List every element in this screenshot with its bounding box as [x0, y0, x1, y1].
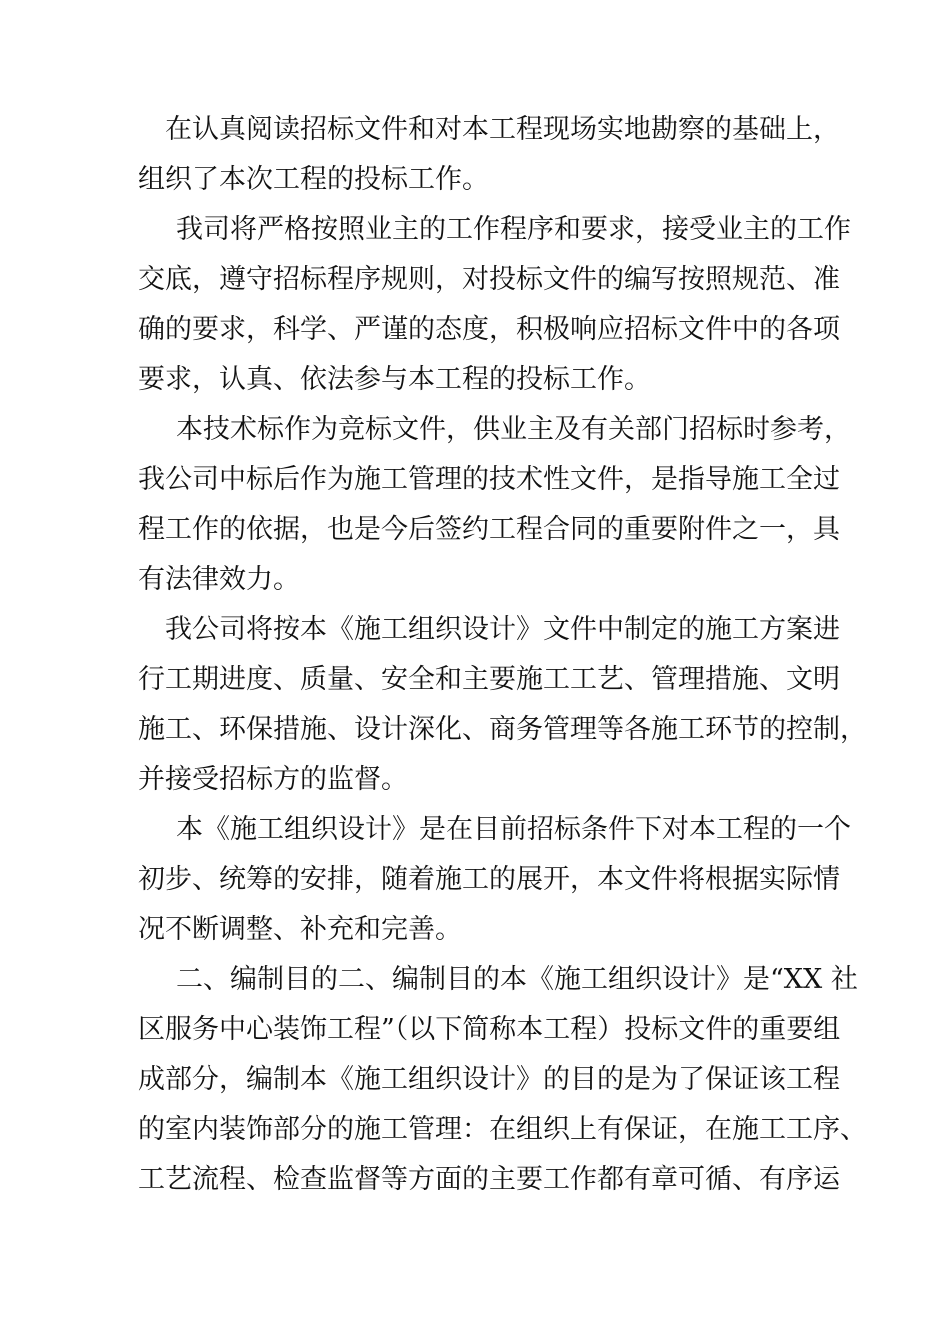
paragraph-1-line-1: 在认真阅读招标文件和对本工程现场实地勘察的基础上，	[165, 114, 840, 145]
paragraph-4-line-2: 行工期进度、质量、安全和主要施工工艺、管理措施、文明	[138, 664, 840, 695]
paragraph-3-line-1: 本技术标作为竞标文件，供业主及有关部门招标时参考，	[176, 414, 851, 445]
paragraph-2-line-4: 要求，认真、依法参与本工程的投标工作。	[138, 364, 651, 395]
paragraph-2-line-3: 确的要求，科学、严谨的态度，积极响应招标文件中的各项	[138, 314, 840, 345]
paragraph-2-line-1: 我司将严格按照业主的工作程序和要求，接受业主的工作	[176, 214, 851, 245]
paragraph-6-line-2: 区服务中心装饰工程”（以下简称本工程）投标文件的重要组	[138, 1014, 841, 1045]
paragraph-3-line-4: 有法律效力。	[138, 564, 300, 595]
paragraph-5-line-2: 初步、统筹的安排，随着施工的展开，本文件将根据实际情	[138, 864, 840, 895]
paragraph-5-line-1: 本《施工组织设计》是在目前招标条件下对本工程的一个	[176, 814, 851, 845]
paragraph-1-line-2: 组织了本次工程的投标工作。	[138, 164, 489, 195]
paragraph-6-line-5: 工艺流程、检查监督等方面的主要工作都有章可循、有序运	[138, 1164, 840, 1195]
paragraph-4-line-1: 我公司将按本《施工组织设计》文件中制定的施工方案进	[165, 614, 840, 645]
paragraph-6-line-4: 的室内装饰部分的施工管理：在组织上有保证，在施工工序、	[138, 1114, 867, 1145]
paragraph-3-line-3: 程工作的依据，也是今后签约工程合同的重要附件之一，具	[138, 514, 840, 545]
paragraph-6-line-1: 二、编制目的二、编制目的本《施工组织设计》是“XX 社	[176, 964, 858, 995]
paragraph-3-line-2: 我公司中标后作为施工管理的技术性文件，是指导施工全过	[138, 464, 840, 495]
paragraph-4-line-3: 施工、环保措施、设计深化、商务管理等各施工环节的控制，	[138, 714, 867, 745]
paragraph-4-line-4: 并接受招标方的监督。	[138, 764, 408, 795]
paragraph-5-line-3: 况不断调整、补充和完善。	[138, 914, 462, 945]
paragraph-2-line-2: 交底，遵守招标程序规则，对投标文件的编写按照规范、准	[138, 264, 840, 295]
paragraph-6-line-3: 成部分，编制本《施工组织设计》的目的是为了保证该工程	[138, 1064, 840, 1095]
